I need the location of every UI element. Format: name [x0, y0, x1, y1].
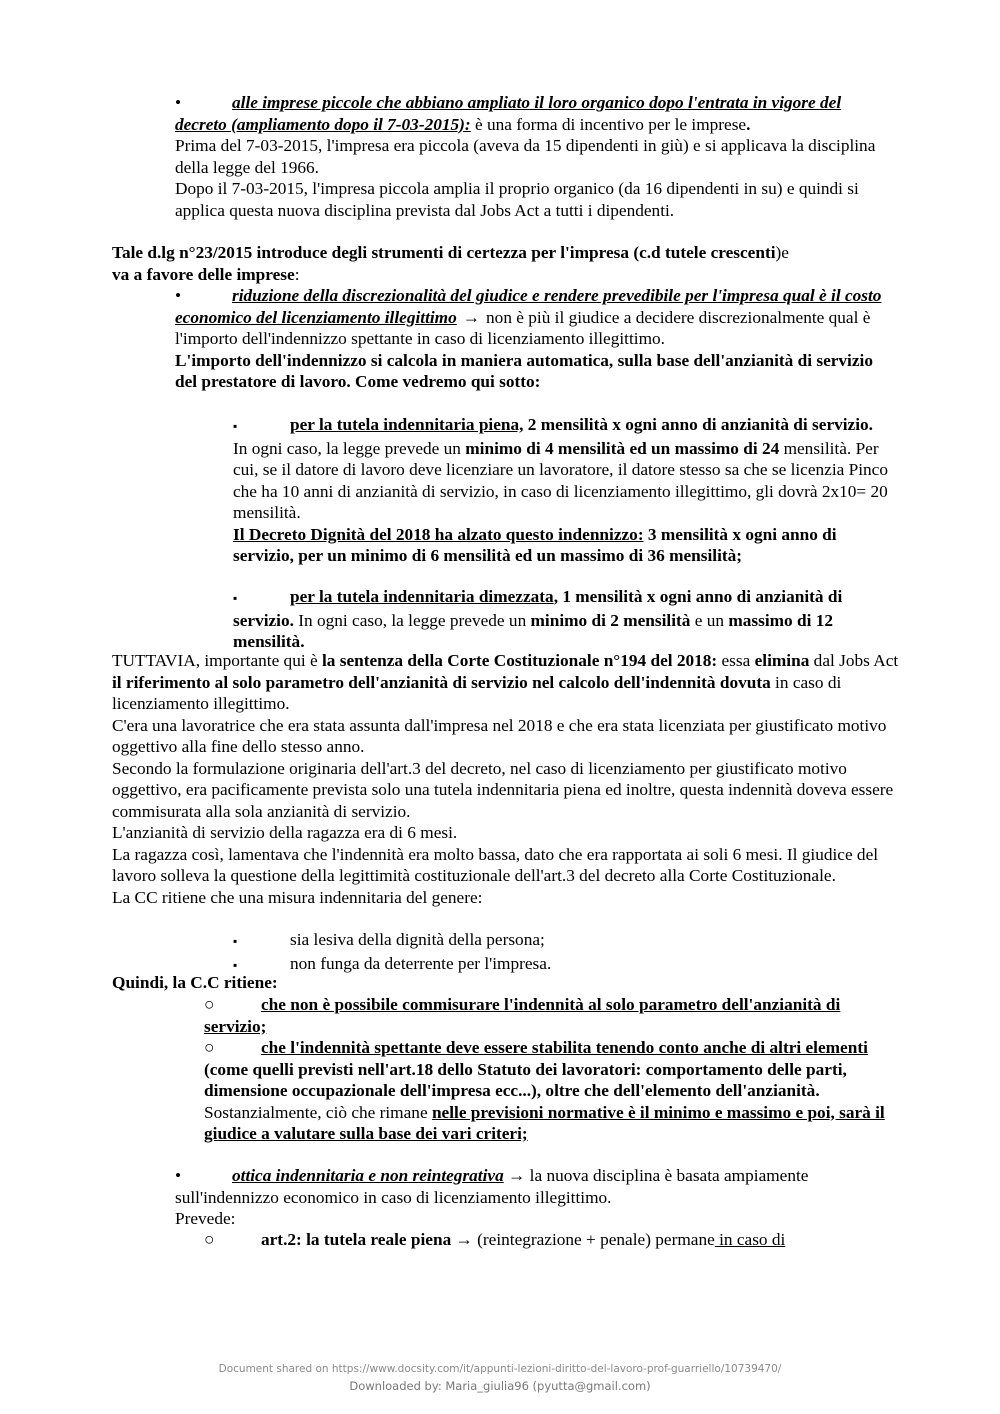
- cc-criteria-list: [233, 929, 898, 976]
- list-item-bold: che non è possibile commisurare l'indennità al solo parametro dell'anzianità di servizio;: [204, 995, 841, 1036]
- list-item-bold-text: (come quelli previsti nell'art.18 dello Statuto dei lavoratori: comportamento delle parti, dimensione occupazionale dell'impresa ecc...), oltre che dell'elemento dell'anzianità.: [204, 1059, 847, 1100]
- paragraph: C'era una lavoratrice che era stata assunta dall'impresa nel 2018 e che era stata licenziata per giustificato motivo oggettivo alla fine dello stesso anno.: [112, 715, 887, 756]
- subbullet-heading: per la tutela indennitaria piena,: [290, 415, 524, 434]
- text-underlined: in caso di: [714, 1230, 786, 1249]
- text: in caso di licenziamento illegittimo.: [112, 672, 842, 713]
- text-bold: elimina: [754, 651, 810, 670]
- subbullet-heading: per la tutela indennitaria dimezzata: [290, 587, 554, 606]
- bullet-text: è una forma di incentivo per le imprese: [470, 114, 747, 134]
- text: e un: [690, 610, 729, 630]
- arrow-icon: →: [451, 1230, 478, 1249]
- bullet-marker: •: [175, 286, 182, 305]
- arrow-icon: →: [503, 1166, 526, 1185]
- paragraph: Prima del 7-03-2015, l'impresa era piccola (aveva da 15 dipendenti in giù) e si applicava la disciplina della legge del 1966.: [175, 136, 876, 177]
- text-bold: massimo di 12 mensilità.: [233, 610, 833, 651]
- art2-item: [204, 1229, 904, 1251]
- intro-bold: Tale d.lg n°23/2015 introduce degli strumenti di certezza per l'impresa (c.d tutele crescenti: [112, 243, 776, 262]
- circle-bullet-icon: ○: [204, 1230, 215, 1249]
- intro-bold-2: va a favore delle imprese: [112, 264, 295, 284]
- period: .: [746, 114, 751, 134]
- cc-conclusion-heading: [112, 972, 902, 994]
- text-bold: la sentenza della Corte Costituzionale n°194 del 2018:: [321, 651, 718, 670]
- paragraph: La CC ritiene che una misura indennitaria del genere:: [112, 887, 483, 907]
- subbullet-text: , 1 mensilità x ogni anno di anzianità di servizio.: [233, 587, 843, 630]
- footer-shared: Document shared on https://www.docsity.com/it/appunti-lezioni-diritto-del-lavoro-prof-guarriello/10739470/: [218, 1363, 782, 1375]
- bullet-marker: •: [175, 1166, 182, 1185]
- arrow-icon: →: [462, 307, 481, 327]
- circle-bullet-icon: ○: [204, 1038, 215, 1057]
- bullet-marker: •: [175, 93, 182, 112]
- list-item: non funga da deterrente per l'impresa.: [290, 953, 552, 973]
- subbullet-text: 2 mensilità x ogni anno di anzianità di servizio.: [523, 415, 873, 434]
- paragraph: Dopo il 7-03-2015, l'impresa piccola amplia il proprio organico (da 16 dipendenti in su) e quindi si applica questa nuova disciplina prevista dal Jobs Act a tutti i dipendenti.: [175, 179, 859, 220]
- text: essa: [717, 651, 755, 670]
- square-bullet-icon: ▪: [233, 591, 238, 605]
- intro-paragraph: [112, 242, 902, 285]
- paragraph: L'anzianità di servizio della ragazza era di 6 mesi.: [112, 823, 458, 842]
- colon: :: [294, 264, 300, 284]
- text: Sostanzialmente, ciò che rimane: [204, 1102, 432, 1122]
- bullet-indemnity-outlook: [175, 1165, 895, 1208]
- list-item: sia lesiva della dignità della persona;: [290, 930, 545, 949]
- subbullet-full-indemnity: [233, 414, 898, 567]
- bullet-heading: riduzione della discrezionalità del giudice e rendere prevedibile per l'impresa qual è il costo economico del licenziamento illegittimo: [175, 286, 882, 327]
- intro-text: )e: [775, 243, 789, 262]
- text-bold-underlined: nelle previsioni normative è il minimo e massimo e poi, sarà il giudice a valutare sulla base dei vari criteri;: [204, 1102, 885, 1143]
- circle-bullet-icon: ○: [204, 995, 215, 1014]
- bullet-heading: alle imprese piccole che abbiano ampliato il loro organico dopo l'entrata in vigore del decreto (ampliamento dopo il 7-03-2015):: [175, 93, 842, 134]
- heading-bold: Quindi, la C.C ritiene:: [112, 973, 278, 992]
- paragraph: Secondo la formulazione originaria dell'art.3 del decreto, nel caso di licenziamento per giustificato motivo oggettivo, era pacificamente prevista solo una tutela indennitaria piena ed inoltre, questa indennità doveva essere commisurata alla sola anzianità di servizio.: [112, 758, 894, 821]
- square-bullet-icon: ▪: [233, 419, 238, 433]
- text-bold: 3 mensilità x ogni anno di servizio, per un minimo di 6 mensilità ed un massimo di 36 mensilità;: [233, 524, 837, 565]
- text: mensilità. Per cui, se il datore di lavoro deve licenziare un lavoratore, il datore stesso sa che se licenzia Pinco che ha 10 anni di anzianità di servizio, in caso di licenziamento illegittimo, gli dovrà 2x10= 20 mensilità.: [233, 438, 888, 522]
- list-item-bold: che l'indennità spettante deve essere stabilita tenendo conto anche di altri elementi: [261, 1038, 868, 1057]
- text: In ogni caso, la legge prevede un: [233, 438, 466, 458]
- prevede-label: [175, 1208, 895, 1230]
- bullet-text: la nuova disciplina è basata ampiamente sull'indennizzo economico in caso di licenziamento illegittimo.: [175, 1166, 809, 1207]
- text: TUTTAVIA, importante qui è: [112, 651, 322, 670]
- text-bold: il riferimento al solo parametro dell'anzianità di servizio nel calcolo dell'indennità dovuta: [112, 672, 771, 692]
- text-bold: minimo di 4 mensilità ed un massimo di 24: [465, 438, 780, 458]
- bullet-text: non è più il giudice a decidere discrezionalmente qual è l'importo dell'indennizzo spettante in caso di licenziamento illegittimo.: [175, 307, 871, 348]
- bold-paragraph: L'importo dell'indennizzo si calcola in maniera automatica, sulla base dell'anzianità di servizio del prestatore di lavoro. Come vedremo qui sotto:: [175, 350, 873, 391]
- text: dal Jobs Act: [809, 651, 899, 670]
- subbullet-halved-indemnity: [233, 586, 898, 653]
- text: In ogni caso, la legge prevede un: [293, 610, 531, 630]
- cc-conclusion-list: [204, 994, 904, 1145]
- bullet-discretion: [175, 285, 895, 393]
- text-bold: minimo di 2 mensilità: [530, 610, 691, 630]
- court-ruling-section: [112, 650, 902, 908]
- decreto-dignita-heading: Il Decreto Dignità del 2018 ha alzato questo indennizzo:: [233, 524, 644, 544]
- bullet-heading: ottica indennitaria e non reintegrativa: [232, 1166, 504, 1185]
- square-bullet-icon: ▪: [233, 934, 238, 948]
- footer-downloaded: Downloaded by: Maria_giulia96 (pyutta@gmail.com): [349, 1379, 651, 1393]
- bullet-small-companies: [175, 92, 895, 221]
- text: (reintegrazione + penale) permane: [477, 1230, 715, 1249]
- square-bullet-icon: ▪: [233, 957, 238, 972]
- text: Prevede:: [175, 1209, 236, 1228]
- text-bold: art.2: la tutela reale piena: [261, 1230, 452, 1249]
- paragraph: La ragazza così, lamentava che l'indennità era molto bassa, dato che era rapportata ai soli 6 mesi. Il giudice del lavoro solleva la questione della legittimità costituzionale dell'art.3 del decreto alla Corte Costituzionale.: [112, 844, 879, 885]
